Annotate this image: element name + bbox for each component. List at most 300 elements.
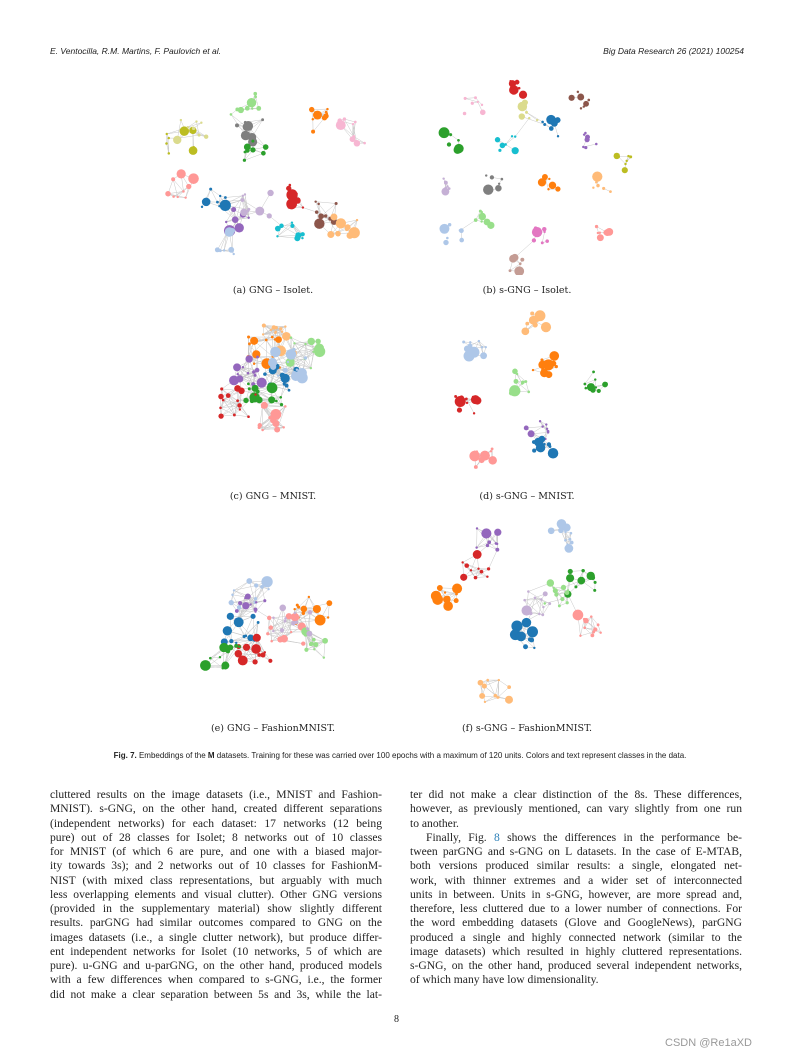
graph-node: [474, 465, 478, 469]
graph-node: [514, 135, 516, 137]
graph-node: [314, 200, 316, 202]
graph-node: [242, 366, 244, 368]
panel-e-graph: [200, 575, 340, 675]
graph-node: [263, 144, 269, 150]
graph-edge: [526, 427, 542, 428]
figure-8-link[interactable]: 8: [494, 830, 500, 844]
graph-node: [541, 368, 544, 371]
graph-node: [549, 126, 554, 131]
graph-node: [226, 647, 229, 650]
graph-node: [487, 567, 490, 570]
graph-node: [582, 146, 584, 148]
graph-node: [480, 352, 487, 359]
graph-node: [520, 258, 524, 262]
graph-node: [284, 620, 287, 623]
graph-node: [488, 456, 497, 465]
graph-node: [238, 601, 242, 605]
graph-node: [247, 372, 250, 375]
graph-node: [314, 346, 325, 357]
graph-node: [567, 589, 569, 591]
body-line: did not make a clear separation between 5s and 3s, while the lat-: [50, 987, 382, 1001]
graph-node: [235, 609, 239, 613]
graph-node: [452, 583, 462, 593]
graph-node: [597, 389, 601, 393]
graph-node: [263, 599, 266, 602]
graph-node: [498, 679, 500, 681]
graph-node: [235, 650, 243, 658]
graph-node: [454, 144, 464, 154]
graph-node: [472, 396, 474, 398]
graph-node: [354, 121, 357, 124]
body-line: less overlapping elements and visual clutter). Other GNG versions: [50, 887, 382, 901]
graph-node: [534, 596, 537, 599]
graph-node: [464, 97, 467, 100]
graph-node: [274, 331, 277, 334]
graph-node: [243, 159, 246, 162]
body-line: [410, 831, 742, 845]
body-line: NIST (with mixed class representations, but arguably with much: [50, 873, 382, 887]
graph-node: [171, 177, 175, 181]
nodes: [454, 310, 608, 469]
body-line: (independent networks) for each dataset: 17 networks (12 being: [50, 816, 382, 830]
graph-node: [254, 95, 257, 98]
graph-node: [284, 405, 287, 408]
graph-node: [558, 604, 561, 607]
graph-node: [583, 626, 586, 629]
graph-node: [322, 638, 328, 644]
graph-node: [265, 339, 268, 342]
graph-node: [285, 384, 289, 388]
graph-node: [310, 367, 312, 369]
graph-node: [474, 576, 477, 579]
graph-edge: [488, 680, 496, 696]
body-line: images datasets (i.e., a single clutter network), but produce differ-: [50, 930, 382, 944]
graph-node: [165, 142, 168, 145]
graph-node: [490, 450, 492, 452]
graph-node: [242, 195, 244, 197]
graph-node: [518, 102, 528, 112]
graph-node: [326, 112, 328, 114]
text: shows the differences in the performance be-: [499, 830, 742, 844]
graph-node: [454, 395, 457, 398]
graph-node: [235, 642, 237, 644]
graph-node: [244, 143, 251, 150]
graph-node: [478, 340, 480, 342]
graph-node: [297, 368, 307, 378]
graph-node: [282, 332, 291, 341]
graph-node: [525, 111, 528, 114]
graph-node: [313, 348, 315, 350]
graph-node: [261, 402, 268, 409]
graph-edge: [471, 569, 489, 570]
graph-node: [275, 400, 278, 403]
panel-a-graph: [160, 85, 375, 270]
graph-node: [602, 187, 605, 190]
graph-node: [488, 533, 490, 535]
graph-node: [597, 234, 604, 241]
graph-node: [168, 152, 171, 155]
graph-node: [604, 382, 608, 386]
graph-node: [267, 213, 272, 218]
caption-f: (f) s-GNG – FashionMNIST.: [461, 723, 593, 734]
graph-node: [177, 169, 186, 178]
graph-edge: [515, 240, 534, 257]
graph-node: [280, 403, 283, 406]
graph-node: [254, 393, 256, 395]
graph-edge: [260, 407, 263, 425]
graph-node: [542, 606, 544, 608]
graph-node: [184, 196, 186, 198]
graph-node: [457, 139, 460, 142]
graph-node: [220, 387, 223, 390]
graph-node: [247, 217, 249, 219]
graph-node: [200, 660, 211, 671]
graph-node: [200, 122, 202, 124]
graph-node: [256, 106, 261, 111]
graph-node: [444, 181, 448, 185]
graph-node: [596, 177, 599, 180]
graph-node: [540, 358, 543, 361]
graph-node: [448, 223, 451, 226]
body-line: s-GNG, on the other hand, produced several independent networks,: [410, 959, 742, 972]
graph-node: [599, 631, 601, 633]
graph-node: [449, 133, 452, 136]
graph-edge: [277, 236, 297, 238]
page-number: 8: [394, 1014, 399, 1025]
graph-node: [252, 370, 256, 374]
graph-node: [308, 610, 312, 614]
figure-label: Fig. 7.: [113, 751, 137, 760]
graph-node: [186, 184, 191, 189]
graph-node: [235, 123, 239, 127]
graph-node: [507, 685, 511, 689]
graph-node: [548, 178, 550, 180]
graph-node: [272, 325, 276, 329]
graph-edge: [515, 118, 529, 137]
graph-node: [524, 426, 529, 431]
graph-node: [312, 351, 314, 353]
graph-node: [574, 585, 577, 588]
graph-node: [233, 414, 236, 417]
body-line: tween parGNG and s-GNG on L datasets. In the case of E-MTAB,: [410, 845, 742, 858]
graph-node: [241, 131, 251, 141]
graph-node: [301, 606, 308, 613]
graph-node: [231, 250, 233, 252]
graph-node: [279, 396, 282, 399]
graph-node: [219, 656, 221, 658]
graph-node: [524, 380, 527, 383]
graph-node: [247, 415, 250, 418]
graph-node: [532, 238, 536, 242]
graph-node: [629, 155, 632, 158]
graph-node: [460, 574, 467, 581]
graph-node: [545, 239, 549, 243]
graph-node: [219, 195, 221, 197]
graph-node: [534, 438, 543, 447]
graph-node: [268, 659, 272, 663]
graph-node: [577, 577, 585, 585]
graph-node: [204, 135, 208, 139]
graph-node: [519, 262, 522, 265]
graph-node: [597, 623, 600, 626]
graph-edge: [526, 382, 529, 392]
graph-node: [335, 231, 341, 237]
graph-node: [473, 412, 475, 414]
graph-node: [279, 224, 284, 229]
graph-node: [238, 645, 241, 648]
graph-node: [483, 185, 493, 195]
graph-node: [238, 388, 245, 395]
graph-node: [337, 118, 342, 123]
graph-node: [294, 235, 300, 241]
graph-node: [251, 644, 261, 654]
body-line: ent independent networks for Isolet (10 networks, 5 of which are: [50, 944, 382, 958]
graph-node: [471, 102, 474, 105]
graph-node: [484, 219, 491, 226]
graph-node: [290, 224, 294, 228]
graph-node: [288, 389, 291, 392]
graph-node: [243, 398, 248, 403]
graph-node: [512, 147, 519, 154]
graph-node: [223, 249, 226, 252]
graph-node: [263, 372, 267, 376]
graph-node: [473, 550, 482, 559]
graph-node: [479, 693, 485, 699]
graph-node: [592, 187, 594, 189]
graph-node: [590, 615, 593, 618]
body-line: cluttered results on the image datasets (i.e., MNIST and Fashion-: [50, 788, 382, 801]
graph-node: [234, 218, 238, 222]
body-line: work, with thinner extremes and a wider set of interconnected: [410, 873, 742, 887]
graph-node: [523, 599, 526, 602]
graph-node: [477, 101, 479, 103]
graph-node: [244, 193, 246, 195]
graph-node: [518, 390, 520, 392]
graph-node: [295, 193, 297, 195]
graph-node: [314, 218, 324, 228]
graph-edge: [303, 208, 317, 213]
graph-node: [461, 561, 463, 563]
graph-node: [547, 430, 550, 433]
graph-node: [238, 107, 244, 113]
graph-node: [192, 127, 195, 130]
graph-node: [312, 118, 314, 120]
panel-d-graph: [440, 310, 615, 470]
graph-node: [172, 195, 175, 198]
graph-node: [226, 649, 230, 653]
graph-node: [527, 590, 530, 593]
graph-edge: [282, 608, 283, 630]
graph-node: [313, 111, 322, 120]
graph-node: [473, 397, 481, 405]
graph-node: [522, 618, 532, 628]
graph-node: [302, 206, 304, 208]
graph-node: [323, 656, 325, 658]
graph-node: [442, 177, 444, 179]
graph-node: [548, 445, 551, 448]
graph-node: [541, 241, 544, 244]
graph-node: [308, 338, 315, 345]
graph-node: [257, 621, 260, 624]
figure-caption-bold: M: [207, 751, 215, 760]
graph-node: [604, 229, 611, 236]
graph-node: [336, 218, 346, 228]
graph-node: [209, 188, 212, 191]
graph-node: [481, 104, 483, 106]
graph-node: [276, 235, 278, 237]
graph-node: [222, 399, 225, 402]
graph-node: [498, 149, 501, 152]
graph-node: [528, 430, 535, 437]
graph-node: [279, 327, 282, 330]
graph-node: [478, 213, 486, 221]
graph-node: [326, 600, 332, 606]
graph-node: [237, 403, 241, 407]
graph-node: [230, 113, 233, 116]
graph-node: [480, 570, 484, 574]
graph-node: [446, 237, 449, 240]
graph-node: [477, 568, 479, 570]
graph-node: [500, 143, 506, 149]
graph-node: [241, 198, 245, 202]
graph-node: [347, 232, 354, 239]
graph-node: [557, 135, 559, 137]
graph-node: [465, 397, 468, 400]
graph-node: [270, 329, 272, 331]
graph-node: [244, 597, 246, 599]
graph-node: [293, 342, 295, 344]
graph-node: [257, 653, 261, 657]
graph-node: [536, 119, 538, 121]
graph-node: [249, 128, 251, 130]
graph-node: [290, 336, 293, 339]
graph-node: [291, 613, 299, 621]
graph-node: [568, 538, 571, 541]
graph-node: [490, 175, 494, 179]
graph-node: [568, 569, 573, 574]
graph-node: [255, 601, 257, 603]
graph-node: [262, 323, 266, 327]
graph-edge: [281, 384, 285, 397]
graph-node: [509, 85, 518, 95]
graph-node: [293, 608, 295, 610]
graph-node: [486, 575, 488, 577]
graph-node: [595, 143, 598, 146]
graph-node: [286, 186, 290, 190]
graph-node: [495, 137, 500, 142]
graph-node: [459, 228, 464, 233]
graph-node: [253, 363, 255, 365]
graph-node: [624, 163, 626, 165]
caption-d: (d) s-GNG – MNIST.: [479, 491, 575, 502]
graph-node: [529, 612, 532, 615]
graph-node: [269, 625, 273, 629]
graph-node: [308, 596, 310, 598]
graph-node: [530, 311, 534, 315]
graph-node: [296, 604, 299, 607]
graph-node: [254, 597, 257, 600]
graph-node: [345, 227, 349, 231]
graph-node: [252, 659, 257, 664]
graph-node: [549, 182, 556, 189]
graph-edge: [517, 374, 526, 382]
graph-node: [454, 598, 459, 603]
graph-node: [343, 117, 346, 120]
graph-node: [595, 181, 597, 183]
graph-node: [527, 391, 530, 394]
graph-node: [168, 137, 170, 139]
body-line: with a few differences when compared to s-GNG, i.e., the former: [50, 973, 382, 987]
graph-node: [223, 626, 232, 635]
body-left-column: [50, 788, 382, 1002]
graph-node: [538, 178, 546, 186]
graph-node: [219, 249, 222, 252]
graph-node: [462, 341, 465, 344]
graph-node: [481, 455, 484, 458]
graph-node: [216, 201, 219, 204]
body-line: produced a single and highly connected network (similar to the: [410, 930, 742, 944]
graph-node: [476, 527, 478, 529]
graph-node: [595, 225, 598, 228]
graph-node: [291, 221, 293, 223]
graph-node: [247, 208, 250, 211]
graph-node: [543, 591, 548, 596]
graph-node: [236, 399, 239, 402]
graph-node: [306, 627, 309, 630]
graph-node: [592, 172, 602, 182]
graph-node: [501, 178, 504, 181]
graph-node: [516, 373, 518, 375]
graph-node: [548, 448, 559, 459]
graph-node: [247, 382, 250, 385]
graph-node: [457, 408, 462, 413]
graph-node: [315, 210, 319, 214]
graph-node: [617, 155, 620, 158]
graph-node: [260, 585, 264, 589]
graph-node: [244, 635, 247, 638]
graph-node: [229, 375, 239, 385]
graph-node: [251, 107, 253, 109]
graph-edge: [262, 587, 265, 601]
nodes: [431, 519, 602, 704]
graph-node: [486, 544, 489, 547]
body-line: units in between. Units in s-GNG, however, are more spread and,: [410, 887, 742, 901]
graph-node: [564, 539, 567, 542]
graph-node: [201, 206, 203, 208]
graph-edge: [234, 585, 256, 590]
graph-node: [324, 214, 327, 217]
graph-node: [463, 112, 467, 116]
graph-node: [570, 541, 574, 545]
graph-node: [480, 220, 482, 222]
graph-node: [469, 347, 480, 358]
graph-node: [480, 211, 483, 214]
graph-node: [254, 635, 259, 640]
header-authors: E. Ventocilla, R.M. Martins, F. Paulovich et al.: [50, 46, 222, 56]
graph-node: [274, 338, 276, 340]
graph-node: [474, 96, 477, 99]
graph-edge: [211, 189, 221, 196]
graph-node: [541, 121, 544, 124]
graph-node: [245, 355, 252, 362]
graph-node: [180, 119, 182, 121]
graph-node: [248, 342, 251, 345]
graph-edge: [619, 157, 626, 164]
graph-node: [585, 135, 590, 140]
graph-node: [444, 591, 446, 593]
graph-node: [284, 325, 286, 327]
graph-node: [560, 597, 564, 601]
